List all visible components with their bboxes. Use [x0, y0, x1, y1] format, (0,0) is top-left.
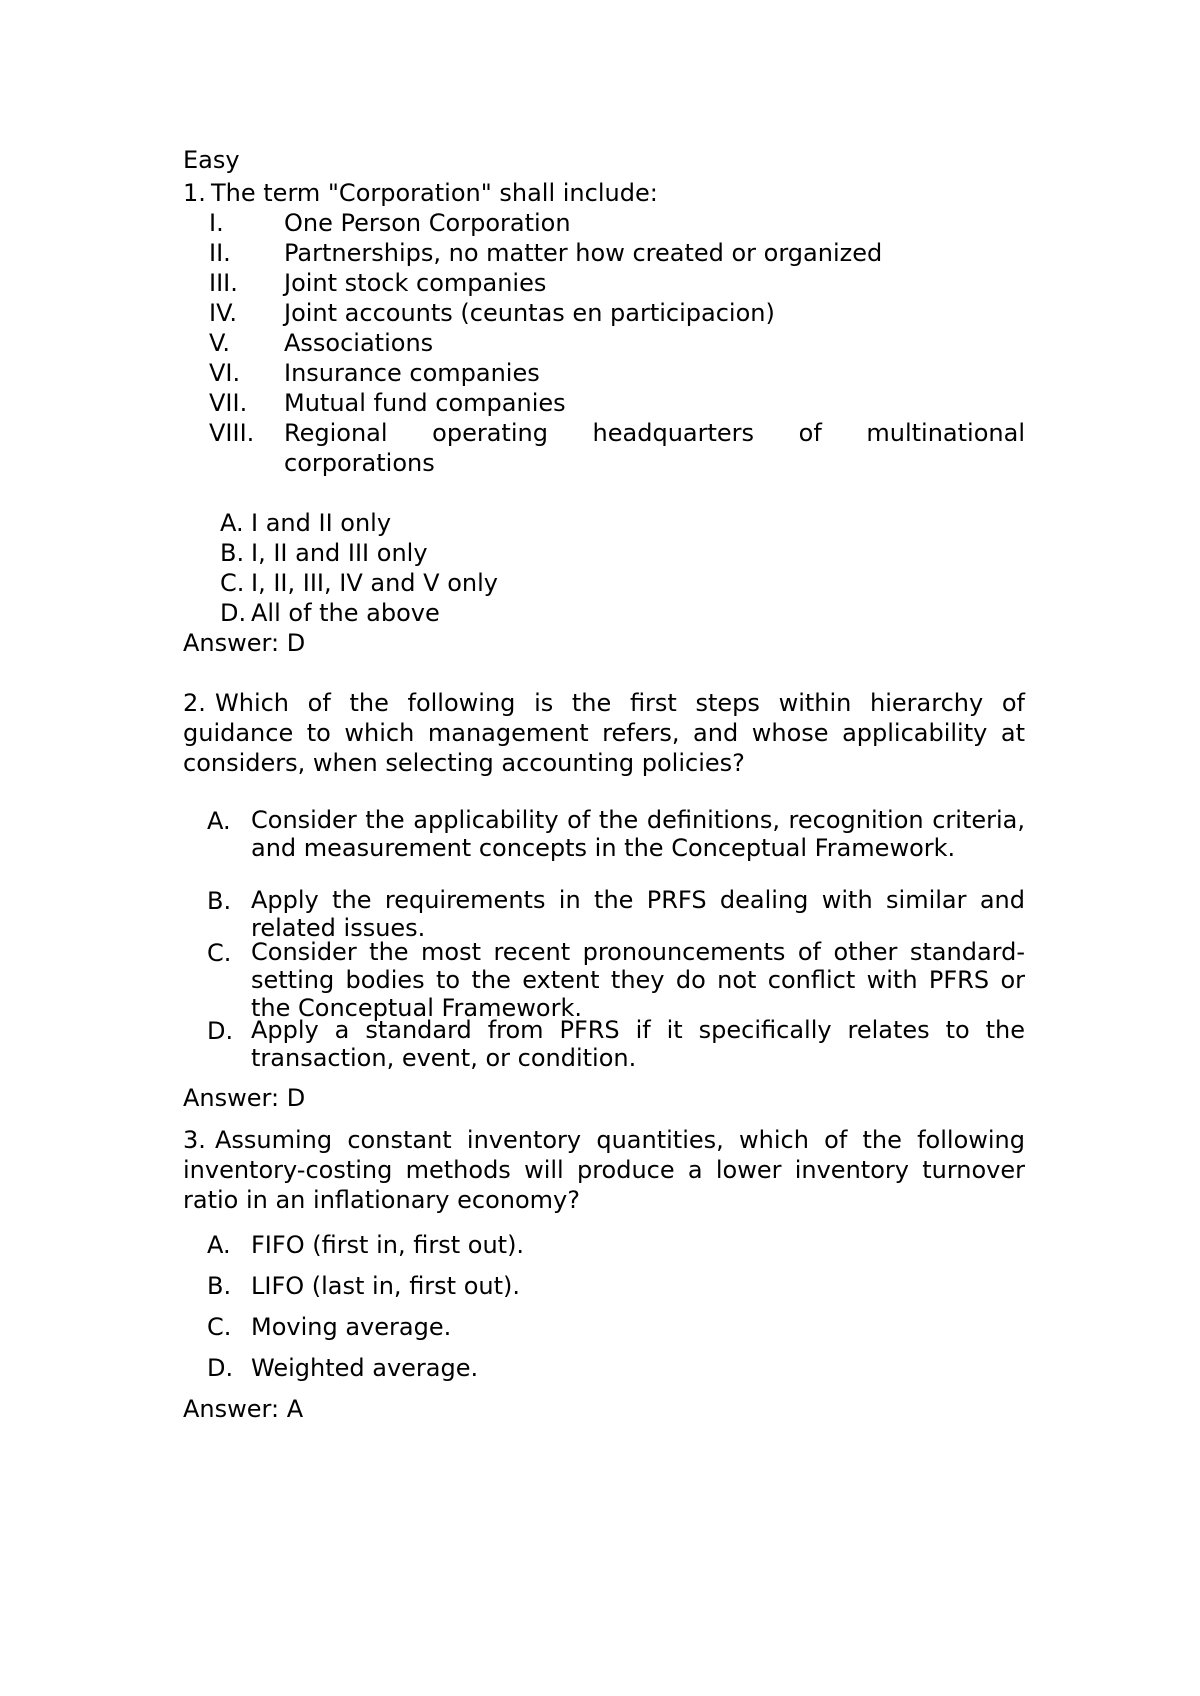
option-letter: A. [207, 807, 231, 835]
difficulty-heading: Easy [183, 146, 240, 174]
option-text: LIFO (last in, first out). [251, 1272, 521, 1300]
answer-label: Answer: D [183, 629, 306, 657]
question-number: 2. [183, 689, 206, 717]
option-text: All of the above [251, 599, 440, 627]
option-text: Consider the applicability of the definitions, recognition criteria, and measurement concepts in the Conceptual Framework. [251, 806, 1025, 862]
list-numeral: VII. [209, 389, 248, 417]
question-text: ratio in an inflationary economy? [183, 1186, 580, 1214]
option-text: Consider the most recent pronouncements of other standard-setting bodies to the extent they do not conflict with PFRS or the Conceptual Framework. [251, 938, 1025, 1022]
list-item: Regional operating headquarters of multinational [284, 419, 1025, 447]
option-letter: A. [220, 509, 244, 537]
option-letter: C. [207, 1313, 232, 1341]
document-page [183, 0, 1025, 1696]
list-numeral: VI. [209, 359, 241, 387]
option-letter: D. [207, 1354, 234, 1382]
option-text: Moving average. [251, 1313, 452, 1341]
option-letter: B. [220, 539, 245, 567]
question-text: The term "Corporation" shall include: [211, 179, 658, 207]
list-numeral: III. [209, 269, 238, 297]
list-item: Joint stock companies [284, 269, 547, 297]
option-text: Apply the requirements in the PRFS dealing with similar and related issues. [251, 886, 1025, 942]
option-letter: D. [220, 599, 247, 627]
question-text: guidance to which management refers, and whose applicability at [183, 719, 1025, 747]
list-numeral: I. [209, 209, 224, 237]
option-text: I, II and III only [251, 539, 428, 567]
option-letter: B. [207, 887, 232, 915]
option-letter: B. [207, 1272, 232, 1300]
list-numeral: IV. [209, 299, 238, 327]
option-letter: D. [207, 1017, 234, 1045]
option-text: Apply a standard from PFRS if it specifically relates to the transaction, event, or condition. [251, 1016, 1025, 1072]
option-text: I and II only [251, 509, 392, 537]
option-letter: C. [207, 939, 232, 967]
answer-label: Answer: D [183, 1084, 306, 1112]
option-text: FIFO (first in, first out). [251, 1231, 525, 1259]
list-item: Mutual fund companies [284, 389, 566, 417]
list-item: One Person Corporation [284, 209, 571, 237]
list-numeral: II. [209, 239, 231, 267]
question-text: Assuming constant inventory quantities, which of the following [215, 1126, 1025, 1154]
list-item: Insurance companies [284, 359, 540, 387]
list-numeral: VIII. [209, 419, 255, 447]
option-letter: C. [220, 569, 245, 597]
list-item-continuation: corporations [284, 449, 435, 477]
question-number: 3. [183, 1126, 206, 1154]
option-letter: A. [207, 1231, 231, 1259]
list-numeral: V. [209, 329, 230, 357]
question-text: considers, when selecting accounting policies? [183, 749, 745, 777]
option-text: I, II, III, IV and V only [251, 569, 498, 597]
list-item: Partnerships, no matter how created or organized [284, 239, 883, 267]
answer-label: Answer: A [183, 1395, 304, 1423]
question-text: Which of the following is the first steps within hierarchy of [215, 689, 1025, 717]
question-text: inventory-costing methods will produce a lower inventory turnover [183, 1156, 1025, 1184]
option-text: Weighted average. [251, 1354, 479, 1382]
list-item: Associations [284, 329, 434, 357]
question-number: 1. [183, 179, 206, 207]
list-item: Joint accounts (ceuntas en participacion) [284, 299, 775, 327]
